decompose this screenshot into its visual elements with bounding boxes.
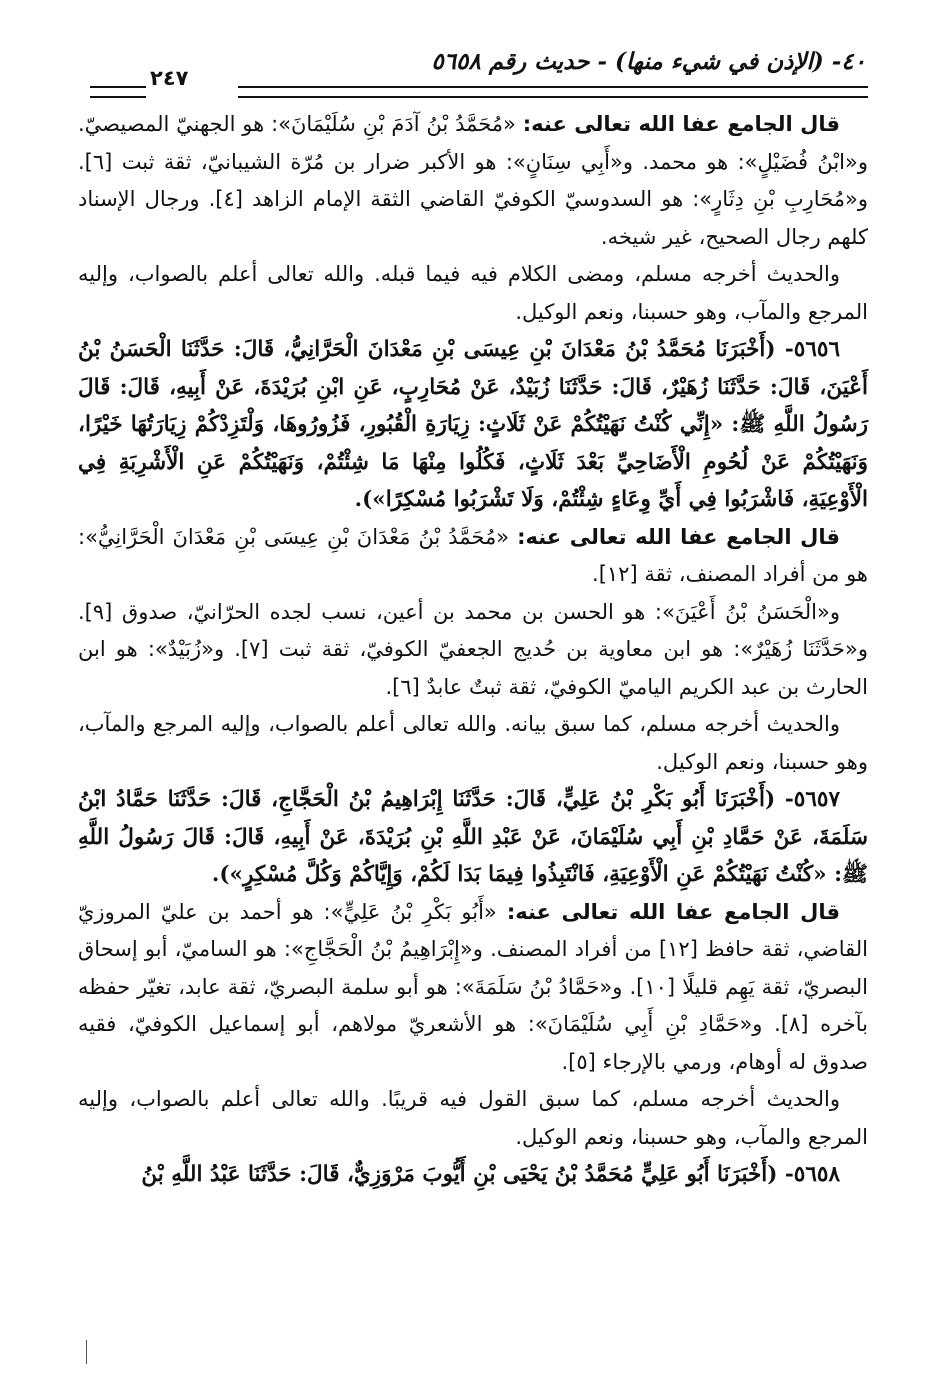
- page-body: [78, 106, 868, 1194]
- hadith-5656: ٥٦٥٦- (أَخْبَرَنَا مُحَمَّدُ بْنُ مَعْدَانَ بْنِ عِيسَى بْنِ مَعْدَانَ الْحَرَّانِيُّ، قَالَ: حَدَّثَنَا الْحَسَنُ بْنُ أَعْيَنَ، قَالَ: حَدَّثَنَا زُهَيْرٌ، قَالَ: حَدَّثَنَا زُبَيْدٌ، عَنْ مُحَارِبٍ، عَنِ ابْنِ بُرَيْدَةَ، عَنْ أَبِيهِ، قَالَ: قَالَ رَسُولُ اللَّهِ ﷺ: «إِنِّي كُنْتُ نَهَيْتُكُمْ عَنْ ثَلَاثٍ: زِيَارَةِ الْقُبُورِ، فَزُورُوهَا، وَلْتَزِدْكُمْ زِيَارَتُهَا خَيْرًا، وَنَهَيْتُكُمْ عَنْ لُحُومِ الْأَضَاحِيِّ بَعْدَ ثَلَاثٍ، فَكُلُوا مِنْهَا مَا شِئْتُمْ، وَنَهَيْتُكُمْ عَنِ الْأَشْرِبَةِ فِي الْأَوْعِيَةِ، فَاشْرَبُوا فِي أَيِّ وِعَاءٍ شِئْتُمْ، وَلَا تَشْرَبُوا مُسْكِرًا»).: [78, 337, 868, 512]
- hadith-5657: ٥٦٥٧- (أَخْبَرَنَا أَبُو بَكْرِ بْنُ عَلِيٍّ، قَالَ: حَدَّثَنَا إِبْرَاهِيمُ بْنُ الْحَجَّاجِ، قَالَ: حَدَّثَنَا حَمَّادُ ابْنُ سَلَمَةَ، عَنْ حَمَّادِ بْنِ أَبِي سُلَيْمَانَ، عَنْ عَبْدِ اللَّهِ بْنِ بُرَيْدَةَ، عَنْ أَبِيهِ، قَالَ: قَالَ رَسُولُ اللَّهِ ﷺ: «كُنْتُ نَهَيْتُكُمْ عَنِ الْأَوْعِيَةِ، فَانْتَبِذُوا فِيمَا بَدَا لَكُمْ، وَإِيَّاكُمْ وَكُلَّ مُسْكِرٍ»).: [78, 787, 868, 887]
- margin-mark: [86, 1340, 87, 1364]
- closing-paragraph: والحديث أخرجه مسلم، ومضى الكلام فيه فيما قبله. والله تعالى أعلم بالصواب، وإليه المرجع والمآب، وهو حسبنا، ونعم الوكيل.: [78, 262, 868, 324]
- closing-paragraph: والحديث أخرجه مسلم، كما سبق بيانه. والله تعالى أعلم بالصواب، وإليه المرجع والمآب، وهو حسبنا، ونعم الوكيل.: [78, 712, 868, 774]
- closing-paragraph: والحديث أخرجه مسلم، كما سبق القول فيه قريبًا. والله تعالى أعلم بالصواب، وإليه المرجع والمآب، وهو حسبنا، ونعم الوكيل.: [78, 1087, 868, 1149]
- commentary-lead: قال الجامع عفا الله تعالى عنه:: [506, 899, 841, 924]
- book-page: [78, 44, 868, 1344]
- hadith-5658: ٥٦٥٨- (أَخْبَرَنَا أَبُو عَلِيٍّ مُحَمَّدُ بْنُ يَحْيَى بْنِ أَيُّوبَ مَرْوَزِيٌّ، قَالَ: حَدَّثَنَا عَبْدُ اللَّهِ بْنُ: [141, 1162, 840, 1187]
- header-rule-long: [238, 86, 868, 98]
- commentary-lead: قال الجامع عفا الله تعالى عنه:: [517, 524, 840, 549]
- commentary-text: «أَبُو بَكْرِ بْنُ عَلِيٍّ»: هو أحمد بن عليّ المروزيّ القاضي، ثقة حافظ [١٢] من أفراد المصنف. و«إِبْرَاهِيمُ بْنُ الْحَجَّاجِ»: هو الساميّ، أبو إسحاق البصريّ، ثقة يَهِم قليلًا [١٠]. و«حَمَّادُ بْنُ سَلَمَةَ»: هو أبو سلمة البصريّ، ثقة عابد، تغيّر حفظه بآخره [٨]. و«حَمَّادِ بْنِ أَبِي سُلَيْمَانَ»: هو الأشعريّ مولاهم، أبو إسماعيل الكوفيّ، فقيه صدوق له أوهام، ورمي بالإرجاء [٥].: [78, 899, 868, 1074]
- page-header: [78, 44, 868, 90]
- running-title: ٤٠- (الإذن في شيء منها) - حديث رقم ٥٦٥٨: [431, 48, 866, 75]
- commentary-paragraph: [78, 519, 868, 594]
- commentary-paragraph: [78, 894, 868, 1082]
- commentary-text: «مُحَمَّدُ بْنُ آدَمَ بْنِ سُلَيْمَانَ»: هو الجهنيّ المصيصيّ. و«ابْنُ فُضَيْلٍ»: هو محمد. و«أَبِي سِنَانٍ»: هو الأكبر ضرار بن مُرّة الشيبانيّ، ثقة ثبت [٦]. و«مُحَارِبِ بْنِ دِثَارٍ»: هو السدوسيّ الكوفيّ القاضي الثقة الإمام الزاهد [٤]. ورجال الإسناد كلهم رجال الصحيح، غير شيخه.: [78, 112, 868, 249]
- commentary-paragraph: [78, 106, 868, 256]
- commentary-lead: قال الجامع عفا الله تعالى عنه:: [522, 112, 841, 136]
- header-rule-short: [90, 86, 146, 98]
- page-number: ٢٤٧: [150, 66, 189, 90]
- narrators-paragraph: و«الْحَسَنُ بْنُ أَعْيَنَ»: هو الحسن بن محمد بن أعين، نسب لجده الحرّانيّ، صدوق [٩]. و«حَدَّثَنَا زُهَيْرٌ»: هو ابن معاوية بن حُديج الجعفيّ الكوفيّ، ثقة ثبت [٧]. و«زُبَيْدٌ»: هو ابن الحارث بن عبد الكريم الياميّ الكوفيّ، ثقة ثبتٌ عابدٌ [٦].: [78, 599, 868, 699]
- commentary-text: «مُحَمَّدُ بْنُ مَعْدَانَ بْنِ عِيسَى بْنِ مَعْدَانَ الْحَرَّانِيُّ»: هو من أفراد المصنف، ثقة [١٢].: [78, 524, 868, 586]
